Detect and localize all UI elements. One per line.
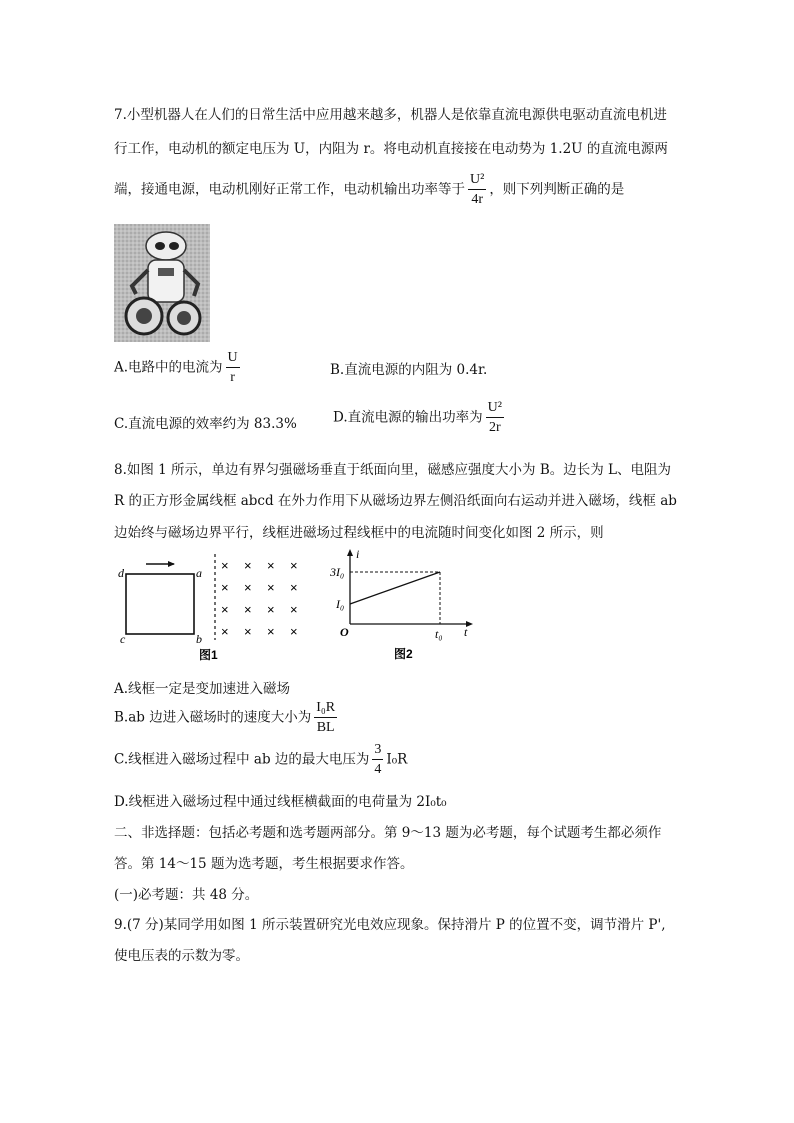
q8-line-2: R 的正方形金属线框 abcd 在外力作用下从磁场边界左侧沿纸面向右运动并进入磁场，线框 ab [114, 493, 677, 509]
q9-line-1: 9.(7 分)某同学用如图 1 所示装置研究光电效应现象。保持滑片 P 的位置不变，调节滑片 P', [114, 917, 666, 933]
q8-option-c-fraction [372, 742, 383, 778]
xtick-t0: t₀ [435, 627, 443, 641]
q7-line-2: 行工作，电动机的额定电压为 U，内阻为 r。将电动机直接接在电动势为 1.2U 的直流电源两 [114, 141, 668, 157]
figure-2-current-graph [330, 548, 480, 666]
field-cross: × [290, 580, 298, 595]
field-cross: × [221, 558, 229, 573]
q8-option-d: D.线框进入磁场过程中通过线框横截面的电荷量为 2I₀t₀ [114, 794, 447, 810]
field-cross: × [267, 602, 275, 617]
section-2-required: (一)必考题：共 48 分。 [114, 887, 259, 903]
field-cross: × [244, 602, 252, 617]
fraction-denominator: r [230, 370, 235, 386]
field-cross: × [244, 580, 252, 595]
q7-line-3 [114, 172, 624, 208]
origin-label: O [340, 625, 349, 639]
q7-output-power-fraction [468, 172, 486, 208]
q7-line-3-text: 端，接通电源，电动机刚好正常工作，电动机输出功率等于 [114, 181, 465, 198]
field-cross: × [267, 558, 275, 573]
fraction-denominator: 4r [471, 192, 483, 208]
q8-option-b [114, 700, 340, 736]
field-cross: × [267, 580, 275, 595]
field-cross: × [221, 580, 229, 595]
section-2-line-2: 答。第 14～15 题为选考题，考生根据要求作答。 [114, 856, 414, 872]
q8-option-c-tail: I₀R [386, 751, 408, 768]
field-cross: × [267, 624, 275, 639]
current-line [350, 572, 440, 604]
corner-c: c [120, 632, 126, 646]
corner-a: a [196, 566, 202, 580]
magnetic-field-crosses [221, 558, 298, 639]
field-cross: × [290, 624, 298, 639]
figure-1-caption: 图1 [199, 648, 218, 662]
fraction-numerator: U² [486, 400, 504, 418]
figure-1-loop-and-field [114, 552, 314, 664]
q8-option-c-text: C.线框进入磁场过程中 ab 边的最大电压为 [114, 751, 370, 768]
q7-option-a-fraction [226, 350, 240, 386]
q8-line-1: 8.如图 1 所示，单边有界匀强磁场垂直于纸面向里，磁感应强度大小为 B。边长为 L、电阻为 [114, 462, 672, 478]
field-cross: × [244, 624, 252, 639]
figure-2-caption: 图2 [394, 647, 413, 661]
corner-d: d [118, 566, 124, 580]
fraction-denominator: 4 [374, 762, 382, 778]
q7-option-d [333, 400, 507, 436]
q9-line-2: 使电压表的示数为零。 [114, 948, 249, 964]
ytick-i0: I₀ [336, 597, 345, 611]
fraction-numerator: 3 [372, 742, 383, 760]
fraction-numerator: U [226, 350, 240, 368]
fraction-numerator: U² [468, 172, 486, 190]
fraction-denominator: BL [316, 720, 335, 736]
field-cross: × [244, 558, 252, 573]
q8-option-c [114, 742, 407, 778]
q7-option-a-text: A.电路中的电流为 [114, 359, 223, 376]
field-cross: × [221, 624, 229, 639]
ytick-3i0: 3I₀ [330, 565, 345, 579]
q8-line-3: 边始终与磁场边界平行，线框进磁场过程线框中的电流随时间变化如图 2 所示，则 [114, 525, 604, 541]
fraction-denominator: 2r [488, 420, 501, 436]
q7-option-a [114, 350, 243, 386]
corner-b: b [196, 632, 202, 646]
robot-photo [114, 224, 210, 342]
field-cross: × [290, 558, 298, 573]
fraction-numerator: I₀R [314, 700, 337, 718]
q7-option-b: B.直流电源的内阻为 0.4r. [330, 362, 488, 378]
t-axis-label: t [464, 625, 468, 639]
square-loop [126, 574, 194, 634]
field-cross: × [290, 602, 298, 617]
q7-option-c: C.直流电源的效率约为 83.3% [114, 416, 297, 432]
q8-option-b-fraction [314, 700, 337, 736]
field-cross: × [221, 602, 229, 617]
section-2-line-1: 二、非选择题：包括必考题和选考题两部分。第 9～13 题为必考题，每个试题考生都必须作 [114, 825, 662, 841]
q7-line-3-tail: ，则下列判断正确的是 [489, 181, 625, 198]
q8-option-b-text: B.ab 边进入磁场时的速度大小为 [114, 709, 312, 726]
q7-option-d-fraction [486, 400, 504, 436]
q8-option-a: A.线框一定是变加速进入磁场 [114, 681, 291, 697]
q7-option-d-text: D.直流电源的输出功率为 [333, 409, 483, 426]
q7-line-1: 7.小型机器人在人们的日常生活中应用越来越多，机器人是依靠直流电源供电驱动直流电机进 [114, 107, 667, 123]
i-axis-label: i [356, 548, 360, 561]
